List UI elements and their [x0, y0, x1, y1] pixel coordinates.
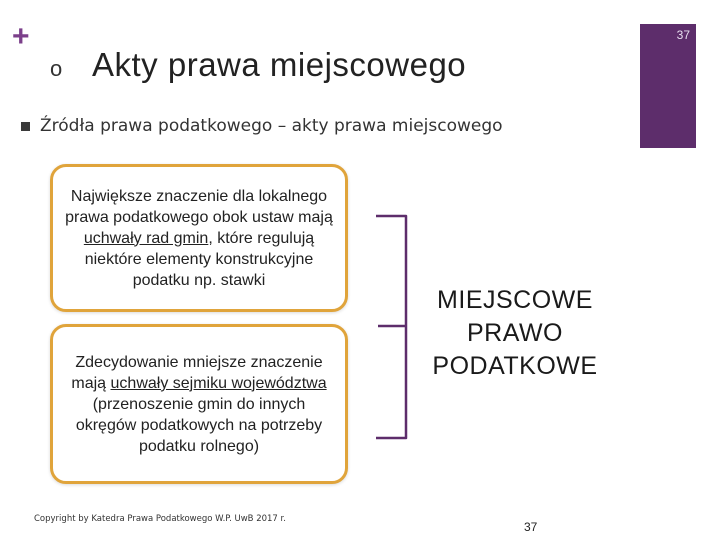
info-box-gmin-text	[63, 186, 335, 291]
info-box-sejmik	[50, 324, 348, 484]
result-line: PODATKOWE	[432, 352, 598, 380]
slide-subtitle: Źródła prawa podatkowego – akty prawa miejscowego	[40, 116, 503, 136]
box-text: , które regulują niektóre elementy konstrukcyjne podatku np. stawki	[84, 229, 315, 289]
right-brace-icon	[370, 210, 410, 446]
slide-title: Akty prawa miejscowego	[92, 46, 467, 83]
box-underlined-text: uchwały sejmiku województwa	[110, 374, 327, 392]
box-text: Największe znaczenie dla lokalnego prawa podatkowego obok ustaw mają	[65, 187, 333, 226]
result-line: PRAWO	[466, 319, 564, 347]
footer-copyright: Copyright by Katedra Prawa Podatkowego W.P. UwB 2017 r.	[34, 514, 286, 524]
side-accent-bar	[640, 24, 696, 148]
page-number: 37	[524, 520, 538, 534]
info-box-sejmik-text	[63, 352, 335, 457]
info-box-gmin	[50, 164, 348, 312]
result-text	[410, 284, 620, 383]
box-underlined-text: uchwały rad gmin	[83, 229, 209, 247]
box-text: (przenoszenie gmin do innych okręgów podatkowych na potrzeby podatku rolnego)	[75, 395, 323, 455]
title-bullet: o	[50, 56, 63, 81]
slide-number: 37	[676, 28, 690, 42]
box-text: Zdecydowanie mniejsze znaczenie mają	[71, 353, 323, 392]
square-bullet-icon	[21, 122, 30, 131]
plus-icon: +	[12, 20, 30, 53]
result-line: MIEJSCOWE	[437, 286, 593, 314]
